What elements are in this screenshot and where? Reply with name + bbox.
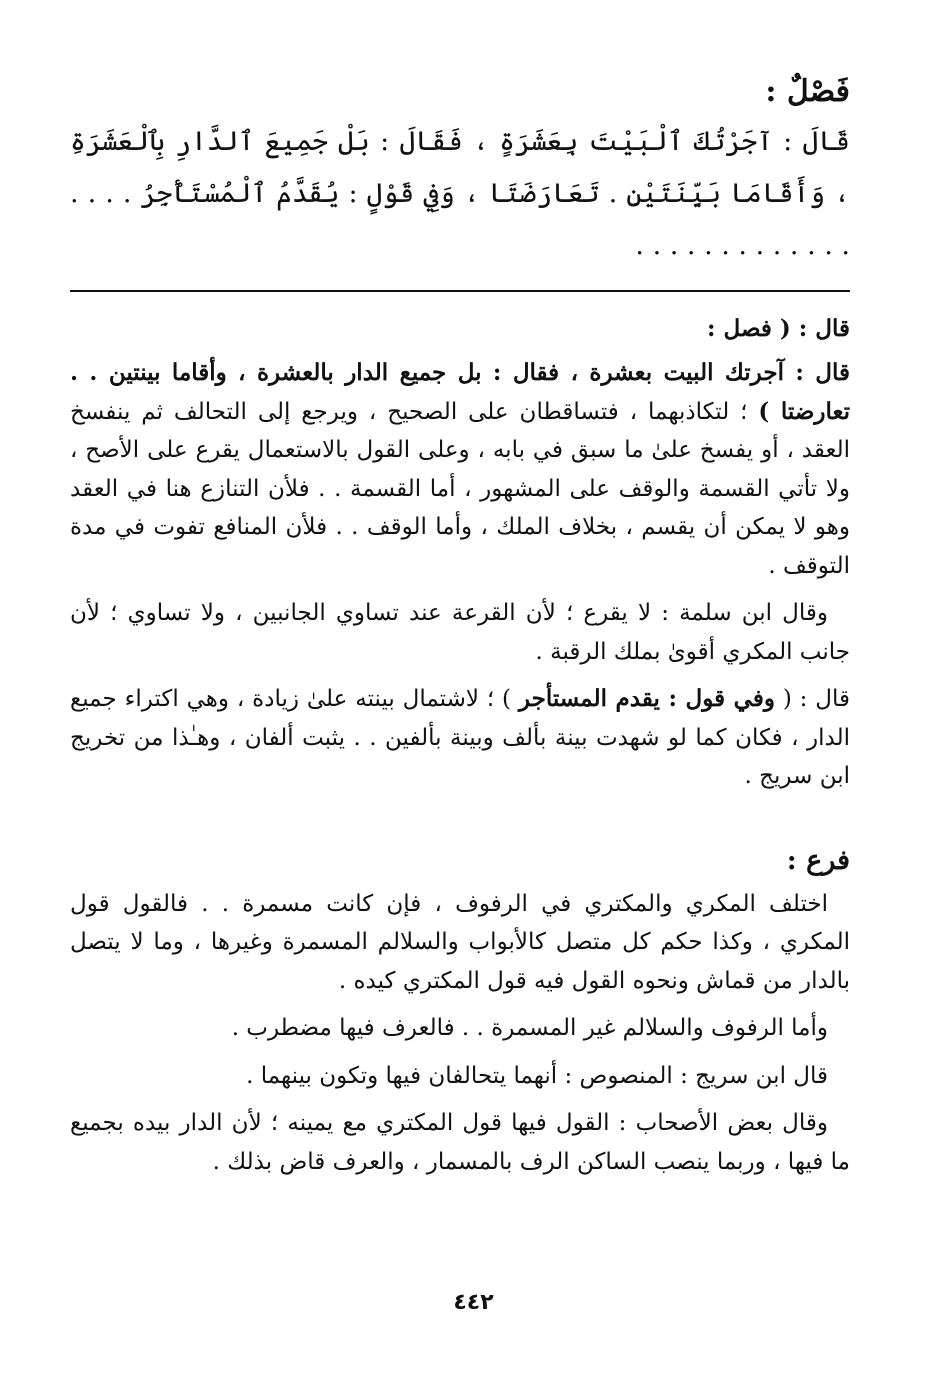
sharh-quote-bold: وفي قول : يقدم المستأجر xyxy=(518,685,775,712)
far-paragraph-3: قال ابن سريج : المنصوص : أنهما يتحالفان فيها وتكون بينهما . xyxy=(246,1062,828,1089)
sharh-commentary: ) ؛ لاشتمال بينته علىٰ زيادة ، وهي اكتراء جميع الدار ، فكان كما لو شهدت بينة بألف وبينة بألفين . . يثبت ألفان ، وهـٰذا من تخريج ابن سريج . xyxy=(70,686,850,789)
far-paragraph-2: وأما الرفوف والسلالم غير المسمرة . . فالعرف فيها مضطرب . xyxy=(231,1015,828,1041)
sharh-paragraph-2: وقال ابن سلمة : لا يقرع ؛ لأن القرعة عند تساوي الجانبين ، ولا تساوي ؛ لأن جانب المكري أقوىٰ بملك الرقبة . xyxy=(70,600,850,665)
page-number: ٤٤٢ xyxy=(453,1290,494,1315)
sharh-quote-lead: قال : ( xyxy=(774,686,850,712)
section-spacer xyxy=(70,805,850,841)
far-paragraph-1: اختلف المكري والمكتري في الرفوف ، فإن كانت مسمرة . . فالقول قول المكري ، وكذا حكم كل متصل كالأبواب والسلالم المسمرة وغيرها ، وما لا يتصل بالدار من قماش ونحوه القول فيه قول المكتري كيده . xyxy=(70,890,850,994)
far-paragraph-4: وقال بعض الأصحاب : القول فيها قول المكتري مع يمينه ؛ لأن الدار بيده بجميع ما فيها ، وربما ينصب الساكن الرف بالمسمار ، والعرف قاض بذلك . xyxy=(70,1110,850,1175)
sharh-quote-bold: قال : آجرتك البيت بعشرة ، فقال : بل جميع الدار بالعشرة ، وأقاما بينتين . . تعارضتا ) xyxy=(70,359,850,425)
horizontal-divider xyxy=(70,290,850,292)
sharh-section-heading: قال : ( فصل : xyxy=(707,315,850,342)
matn-section-heading: فَصْلٌ : xyxy=(765,74,850,109)
sharh-paragraph-3 xyxy=(70,680,850,796)
sharh-paragraph-1 xyxy=(70,354,850,585)
far-section-heading: فرع : xyxy=(786,844,850,876)
matn-text: قَالَ : آجَرْتُكَ ٱلْبَيْتَ بِعَشَرَةٍ ، فَقَالَ : بَلْ جَمِيعَ ٱلدَّارِ بِٱلْعَشَرَةِ ، وَأَقَامَا بَيِّنَتَيْنِ . تَعَارَضَتَا ، وَفِي قَوْلٍ : يُقَدَّمُ ٱلْمُسْتَأْجِرُ . . . . . . . . . . . . . . . . . xyxy=(70,126,850,261)
sharh-commentary: ؛ لتكاذبهما ، فتساقطان على الصحيح ، ويرجع إلى التحالف ثم ينفسخ العقد ، أو يفسخ علىٰ ما سبق في بابه ، وعلى القول بالاستعمال يقرع على الأصح ، ولا تأتي القسمة والوقف على المشهور ، أما القسمة . . فلأن التنازع هنا في العقد وهو لا يمكن أن يقسم ، بخلاف الملك ، وأما الوقف . . فلأن المنافع تفوت في مدة التوقف . xyxy=(70,398,850,579)
page-body xyxy=(70,70,850,1190)
